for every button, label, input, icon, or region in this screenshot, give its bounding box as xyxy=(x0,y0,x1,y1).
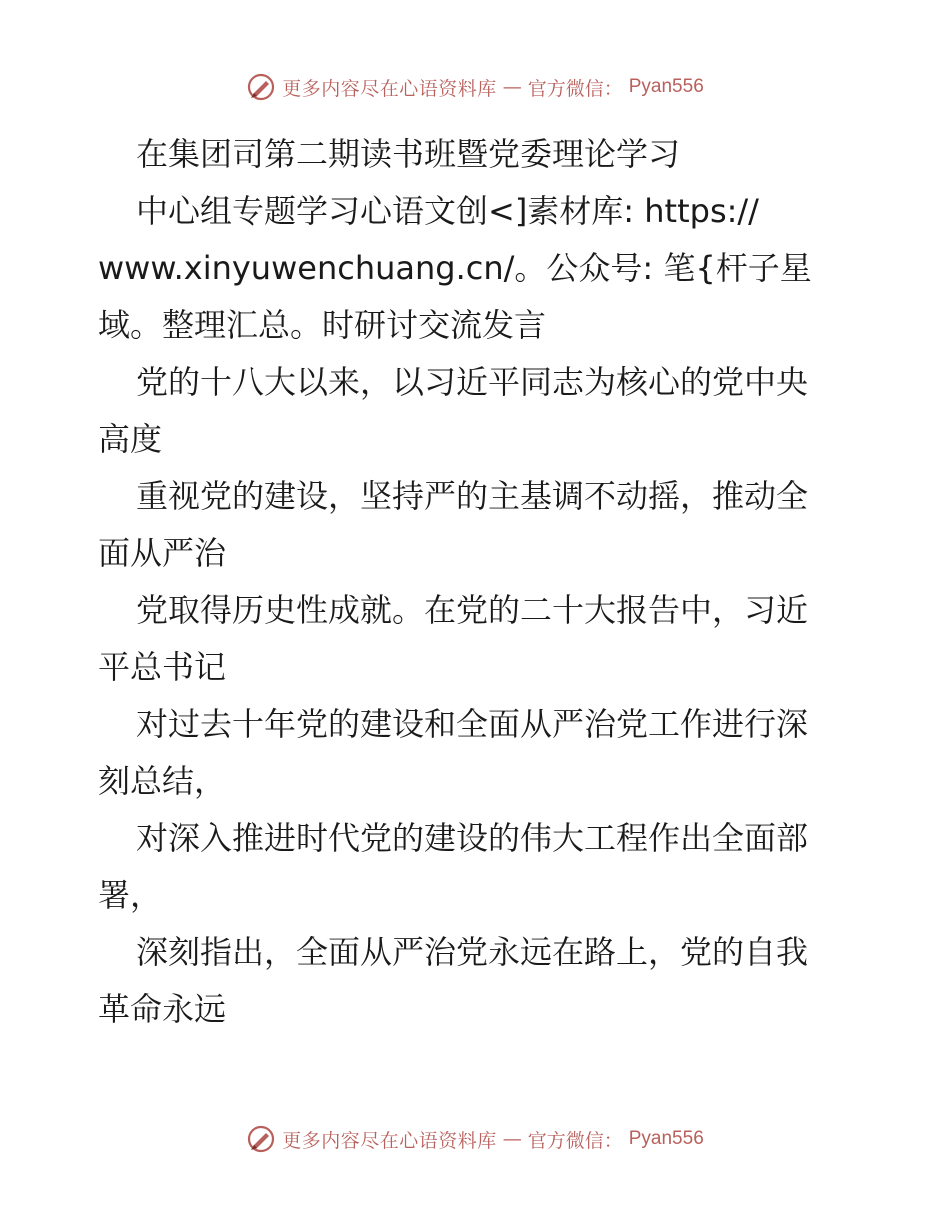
text-line: 中心组专题学习心语文创<]素材库: https:// xyxy=(136,192,759,230)
text-line: 革命永远 xyxy=(98,990,227,1028)
pen-logo-icon xyxy=(246,72,276,102)
text-line: 域。整理汇总。时研讨交流发言 xyxy=(98,306,547,344)
footer-banner xyxy=(0,1124,950,1154)
text-line: 高度 xyxy=(98,420,163,458)
text-line: 对深入推进时代党的建设的伟大工程作出全面部 xyxy=(136,819,809,857)
text-line: 在集团司第二期读书班暨党委理论学习 xyxy=(136,135,681,173)
banner-separator: — xyxy=(502,1128,522,1150)
document-body xyxy=(98,126,858,1038)
header-banner xyxy=(0,72,950,102)
banner-wechat-label: 官方微信： xyxy=(527,1129,623,1152)
text-line: www.xinyuwenchuang.cn/。公众号: 笔{杆子星 xyxy=(98,249,812,287)
text-line: 深刻指出，全面从严治党永远在路上，党的自我 xyxy=(136,933,809,971)
text-line: 重视党的建设，坚持严的主基调不动摇，推动全 xyxy=(136,477,809,515)
text-line: 对过去十年党的建设和全面从严治党工作进行深 xyxy=(136,705,809,743)
text-line: 面从严治 xyxy=(98,534,227,572)
text-line: 党的十八大以来，以习近平同志为核心的党中央 xyxy=(136,363,809,401)
text-line: 刻总结， xyxy=(98,762,227,800)
text-line: 署， xyxy=(98,876,163,914)
banner-main-text: 更多内容尽在心语资料库 xyxy=(282,77,497,100)
text-line: 平总书记 xyxy=(98,648,227,686)
banner-separator: — xyxy=(502,76,522,98)
text-line: 党取得历史性成就。在党的二十大报告中，习近 xyxy=(136,591,809,629)
banner-wechat-id: Pyan556 xyxy=(628,1128,704,1149)
banner-wechat-id: Pyan556 xyxy=(628,76,704,97)
banner-main-text: 更多内容尽在心语资料库 xyxy=(282,1129,497,1152)
pen-logo-icon xyxy=(246,1124,276,1154)
banner-wechat-label: 官方微信： xyxy=(527,77,623,100)
